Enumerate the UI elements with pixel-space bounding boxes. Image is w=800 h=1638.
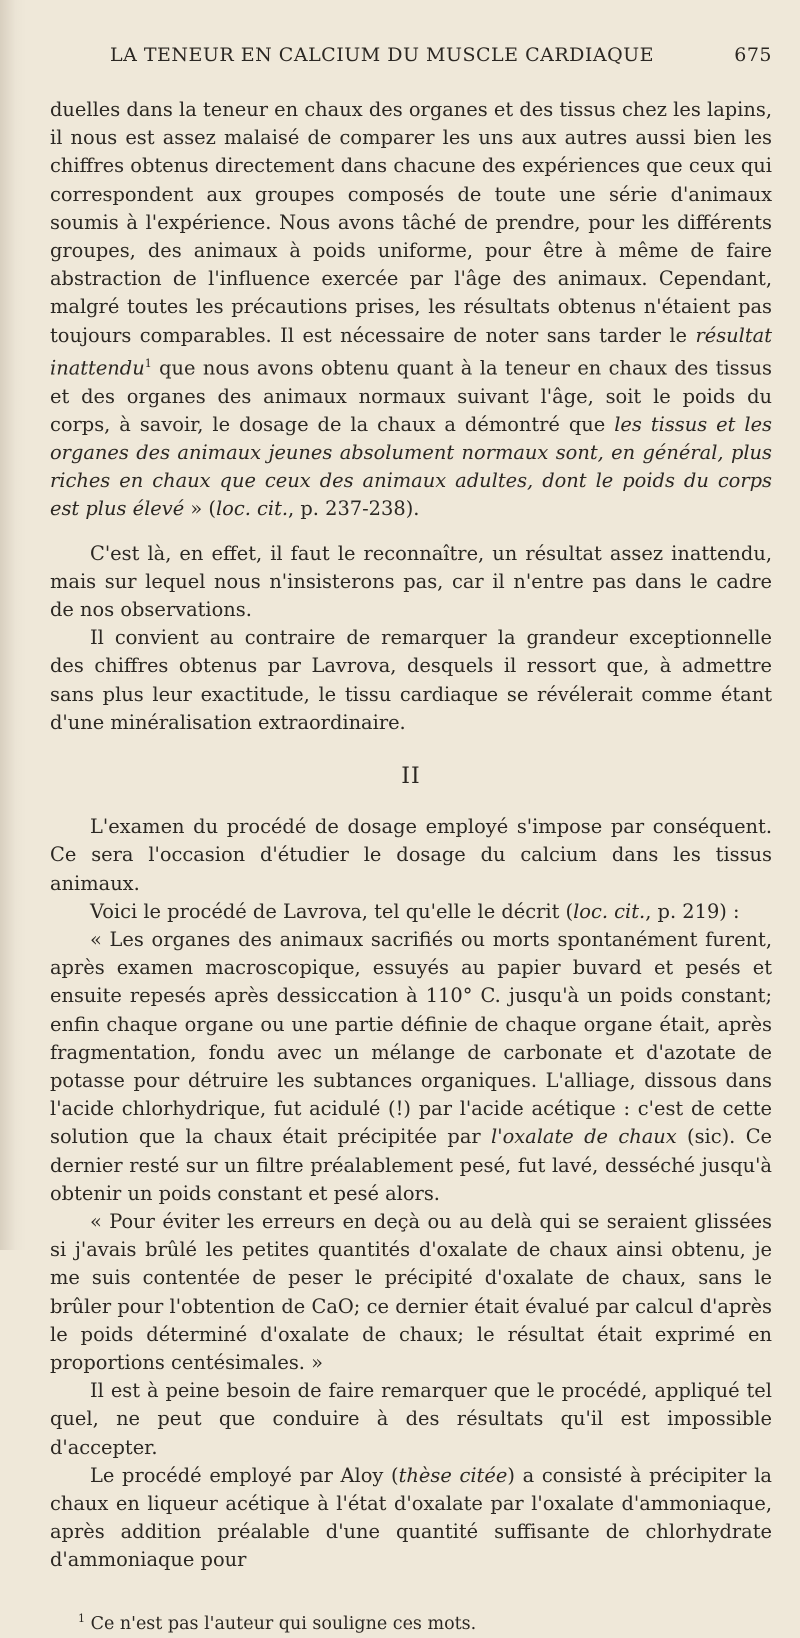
main-text (50, 96, 772, 1638)
section-number: II (401, 763, 421, 789)
paragraph-2: C'est là, en effet, il faut le reconnaître, un résultat assez inattendu, mais sur lequel nous n'insisterons pas, car il n'entre pas dans le cadre de nos observations. (50, 541, 772, 621)
page-number: 675 (734, 44, 772, 66)
paragraph-8: Il est à peine besoin de faire remarquer que le procédé, appliqué tel quel, ne peut que conduire à des résultats qu'il est impossible d'accepter. (50, 1379, 772, 1459)
paragraph-5: Voici le procédé de Lavrova, tel qu'elle le décrit (loc. cit., p. 219) : (90, 899, 740, 923)
footnote: $^1$ Ce n'est pas l'auteur qui souligne ces mots. (78, 1611, 477, 1634)
paragraph-7-quote: « Pour éviter les erreurs en deçà ou au delà qui se seraient glissées si j'avais brûlé les petites quantités d'oxalate de chaux ainsi obtenu, je me suis contentée de peser le précipité d'oxalate de chaux, sans le brûler pour l'obtention de CaO; ce dernier était évalué par calcul d'après le poids déterminé d'oxalate de chaux; le résultat était exprimé en proportions centésimales. » (50, 1209, 772, 1374)
footnote-marker: 1 (78, 1611, 85, 1625)
running-title: LA TENEUR EN CALCIUM DU MUSCLE CARDIAQUE (110, 44, 655, 66)
paragraph-6-quote: « Les organes des animaux sacrifiés ou morts spontanément furent, après examen macroscopique, essuyés au papier buvard et pesés et ensuite repesés après dessiccation à 110° C. jusqu'à un poids constant; enfin chaque organe ou une partie définie de chaque organe était, après fragmentation, fondu avec un mélange de carbonate et d'azotate de potasse pour détruire les subtances organiques. L'alliage, dissous dans l'acide chlorhydrique, fut acidulé (!) par l'acide acétique : c'est de cette solution que la chaux était précipitée par l'oxalate de chaux (sic). Ce dernier resté sur un filtre préalablement pesé, fut lavé, desséché jusqu'à obtenir un poids constant et pesé alors. (50, 927, 773, 1205)
paragraph-1: duelles dans la teneur en chaux des organes et des tissus chez les lapins, il nous est assez malaisé de comparer les uns aux autres aussi bien les chiffres obtenus directement dans chacune des expériences que ceux qui correspondent aux groupes composés de toute une série d'animaux soumis à l'expérience. Nous avons tâché de prendre, pour les différents groupes, des animaux à poids uniforme, pour être à même de faire abstraction de l'influence exercée par l'âge des animaux. Cependant, malgré toutes les précautions prises, les résultats obtenus n'étaient pas toujours comparables. Il est nécessaire de noter sans tarder le résultat inattendu$^1$ que nous avons obtenu quant à la teneur en chaux des tissus et des organes des animaux normaux suivant l'âge, soit le poids du corps, à savoir, le dosage de la chaux a démontré que les tissus et les organes des animaux jeunes absolument normaux sont, en général, plus riches en chaux que ceux des animaux adultes, dont le poids du corps est plus élevé » (loc. cit., p. 237-238). (50, 98, 772, 521)
footnote-ref: 1 (144, 356, 152, 370)
running-header (110, 44, 772, 66)
paragraph-3: Il convient au contraire de remarquer la grandeur exceptionnelle des chiffres obtenus par Lavrova, desquels il ressort que, à admettre sans plus leur exactitude, le tissu cardiaque se révélerait comme étant d'une minéralisation extraordinaire. (50, 626, 772, 734)
page-edge-shadow (0, 0, 26, 1250)
paragraph-9: Le procédé employé par Aloy (thèse citée) a consisté à précipiter la chaux en liqueur acétique à l'état d'oxalate par l'oxalate d'ammoniaque, après addition préalable d'une quantité suffisante de chlorhydrate d'ammoniaque pour (50, 1463, 772, 1572)
paragraph-4: L'examen du procédé de dosage employé s'impose par conséquent. Ce sera l'occasion d'étudier le dosage du calcium dans les tissus animaux. (50, 815, 772, 895)
